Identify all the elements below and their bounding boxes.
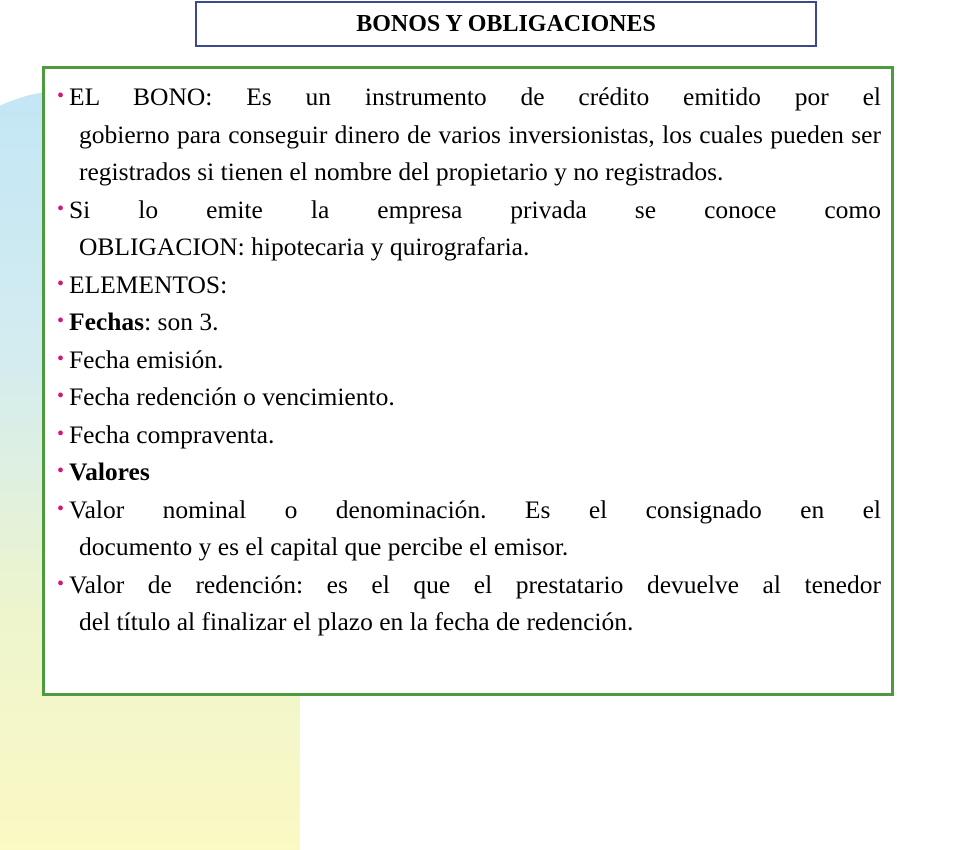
bullet-icon: • <box>57 572 65 595</box>
list-item <box>57 78 881 191</box>
bullet-icon: • <box>57 197 65 220</box>
list-item <box>57 378 881 416</box>
list-item <box>57 491 881 566</box>
bullet-icon: • <box>57 347 65 370</box>
bullet-icon: • <box>57 310 65 332</box>
item-text: EL BONO: Es un instrumento de crédito emitido por el <box>69 82 881 111</box>
item-text: Fecha emisión. <box>69 344 224 374</box>
item-text-continued: documento y es el capital que percibe el emisor. <box>79 532 569 561</box>
item-text: : son 3. <box>144 307 219 336</box>
item-text-continued: gobierno para conseguir dinero de varios inversionistas, los cuales pueden ser registrados si tienen el nombre del propietario y no registrados. <box>79 119 881 186</box>
item-text: ELEMENTOS: <box>69 269 228 299</box>
list-item <box>57 303 881 341</box>
item-text-continued: OBLIGACION: hipotecaria y quirografaria. <box>79 232 530 261</box>
item-text: Fecha compraventa. <box>69 419 275 449</box>
item-bold-text: Fechas <box>69 307 145 336</box>
item-text: Valor de redención: es el que el prestatario devuelve al tenedor <box>69 569 881 599</box>
bullet-icon: • <box>57 85 65 107</box>
bullet-icon: • <box>57 497 65 520</box>
list-item <box>57 341 881 379</box>
list-item <box>57 416 881 454</box>
bullet-icon: • <box>57 422 65 445</box>
bullet-icon: • <box>57 385 65 407</box>
bullet-icon: • <box>57 460 65 482</box>
bullet-icon: • <box>57 272 65 295</box>
content-box <box>42 66 894 696</box>
list-item <box>57 566 881 641</box>
item-text-continued: del título al finalizar el plazo en la fecha de redención. <box>79 607 634 636</box>
item-bold-text: Valores <box>69 457 150 486</box>
item-text: Si lo emite la empresa privada se conoce como <box>69 194 881 224</box>
page-title: BONOS Y OBLIGACIONES <box>356 10 656 37</box>
title-box <box>195 1 817 47</box>
item-text: Valor nominal o denominación. Es el consignado en el <box>69 494 881 524</box>
item-text: Fecha redención o vencimiento. <box>69 382 395 411</box>
list-item <box>57 453 881 491</box>
list-item <box>57 266 881 304</box>
list-item <box>57 191 881 266</box>
